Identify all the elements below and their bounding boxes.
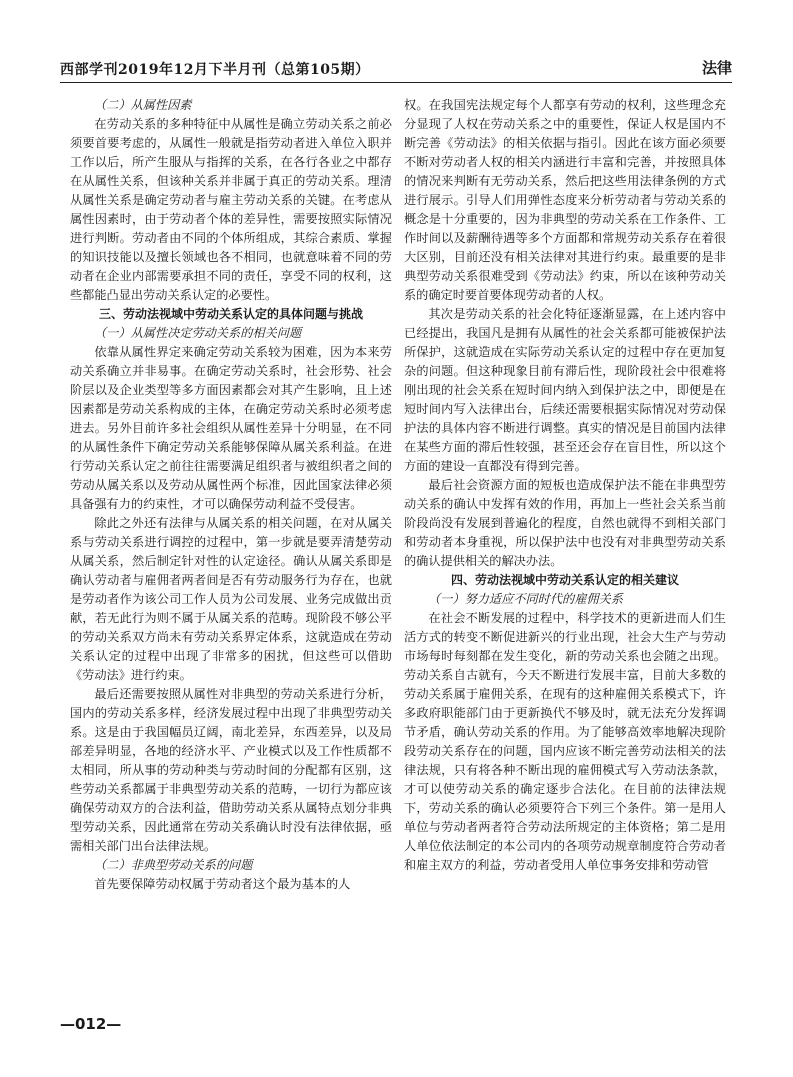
section-heading: 三、劳动法视域中劳动关系认定的具体问题与挑战 — [98, 307, 363, 321]
journal-title: 西部学刊2019年12月下半月刊（总第105期） — [60, 62, 370, 78]
page-header — [60, 57, 732, 79]
paragraph: 权。在我国宪法规定每个人都享有劳动的权利，这些理念充分显现了人权在劳动关系之中的重要性，保证人权是国内不断完善《劳动法》的相关依据与指引。因此在该方面必须要不断对劳动者人权的相关内涵进行丰富和完善，并按照具体的情况来判断有无劳动关系，然后把这些用法律条例的方式进行展示。引导人们用弹性态度来分析劳动者与劳动关系的概念是十分重要的，因为非典型的劳动关系在工作条件、工作时间以及薪酬待遇等多个方面都和常规劳动关系存在着很大区别，目前还没有相关法律对其进行约束。最重要的是非典型劳动关系很难受到《劳动法》约束，所以在该种劳动关系的确定时要首要体现劳动者的人权。 — [404, 98, 726, 302]
paragraph: 在社会不断发展的过程中，科学技术的更新进而人们生活方式的转变不断促进新兴的行业出现，社会大生产与劳动市场每时每刻都在发生变化，新的劳动关系也会随之出现。劳动关系自古就有，今天不断进行发展丰富，目前大多数的劳动关系属于雇佣关系，在现有的这种雇佣关系模式下，许多政府职能部门由于更新换代不够及时，就无法充分发挥调节矛盾，确认劳动关系的作用。为了能够高效率地解决现阶段劳动关系存在的问题，国内应该不断完善劳动法相关的法律法规，只有将各种不断出现的雇佣模式写入劳动法条款，才可以使劳动关系的确定逐步合法化。在目前的法律法规下，劳动关系的确认必须要符合下列三个条件。第一是用人单位与劳动者两者符合劳动法所规定的主体资格；第二是用人单位依法制定的本公司内的各项劳动规章制度符合劳动者和雇主双方的利益，劳动者受用人单位事务安排和劳动管 — [404, 611, 726, 872]
right-column — [404, 96, 726, 875]
page-number: —012— — [60, 1015, 122, 1033]
paragraph: 依靠从属性界定来确定劳动关系较为困难，因为本来劳动关系确立并非易事。在确定劳动关系时，社会形势、社会阶层以及企业类型等多方面因素都会对其产生影响，且上述因素都是劳动关系构成的主体，在确定劳动关系时必须考虑进去。另外目前许多社会组织从属性差异十分明显，在不同的从属性条件下确定劳动关系能够保障从属关系利益。在进行劳动关系认定之前往往需要满足组织者与被组织者之间的劳动从属关系以及劳动从属性两个标准，因此国家法律必须具备强有力的约束性，才可以确保劳动利益不受侵害。 — [70, 345, 392, 511]
left-column — [70, 96, 392, 894]
paragraph: 在劳动关系的多种特征中从属性是确立劳动关系之前必须要首要考虑的，从属性一般就是指劳动者进入单位入职并工作以后，所产生服从与指挥的关系，在各行各业之中都存在从属性关系，但该种关系并非属于真正的劳动关系。理清从属性关系是确定劳动者与雇主劳动关系的关键。在考虑从属性因素时，由于劳动者个体的差异性，需要按照实际情况进行判断。劳动者由不同的个体所组成，其综合素质、掌握的知识技能以及擅长领域也各不相同，也就意味着不同的劳动者在企业内部需要承担不同的责任，享受不同的权利，这些都能凸显出劳动关系认定的必要性。 — [70, 117, 392, 302]
section-heading: 四、劳动法视域中劳动关系认定的相关建议 — [450, 573, 679, 587]
paragraph: 最后还需要按照从属性对非典型的劳动关系进行分析，国内的劳动关系多样，经济发展过程中出现了非典型劳动关系。这是由于我国幅员辽阔，南北差异，东西差异，以及局部差异明显，各地的经济水平、产业模式以及工作性质都不太相同，所从事的劳动种类与劳动时间的分配都有区别，这些劳动关系都属于非典型劳动关系的范畴，一切行为都应该确保劳动双方的合法利益，借助劳动关系从属特点划分非典型劳动关系，因此通常在劳动关系确认时没有法律依据，亟需相关部门出台法律法规。 — [70, 687, 392, 853]
section-name: 法律 — [701, 59, 732, 77]
subsection-heading: （二）非典型劳动关系的问题 — [94, 858, 253, 872]
subsection-heading: （一）努力适应不同时代的雇佣关系 — [428, 592, 623, 606]
header-rule — [60, 82, 732, 83]
subsection-heading: （一）从属性决定劳动关系的相关问题 — [94, 326, 302, 340]
paragraph: 最后社会资源方面的短板也造成保护法不能在非典型劳动关系的确认中发挥有效的作用，再加上一些社会关系当前阶段尚没有发展到普遍化的程度，自然也就得不到相关部门和劳动者本身重视，所以保护法中也没有对非典型劳动关系的确认提供相关的解决办法。 — [404, 478, 726, 568]
paragraph: 除此之外还有法律与从属关系的相关问题，在对从属关系与劳动关系进行调控的过程中，第一步就是要弄清楚劳动从属关系，然后制定针对性的认定途径。确认从属关系即是确认劳动者与雇佣者两者间是否有劳动服务行为存在，也就是劳动者作为该公司工作人员为公司发展、业务完成做出贡献，若无此行为则不属于从属关系的范畴。现阶段不够公平的劳动关系双方尚未有劳动关系界定体系，这就造成在劳动关系认定的过程中出现了非常多的困扰，但这些可以借助《劳动法》进行约束。 — [70, 516, 392, 682]
subsection-heading: （二）从属性因素 — [94, 98, 192, 112]
paragraph: 首先要保障劳动权属于劳动者这个最为基本的人 — [94, 877, 351, 891]
paragraph: 其次是劳动关系的社会化特征逐渐显露，在上述内容中已经提出，我国凡是拥有从属性的社会关系都可能被保护法所保护，这就造成在实际劳动关系认定的过程中存在更加复杂的问题。但这种现象目前有滞后性，现阶段社会中很难将刚出现的社会关系在短时间内纳入到保护法之中，即便是在短时间内写入法律出台，后续还需要根据实际情况对劳动保护法的具体内容不断进行调整。真实的情况是目前国内法律在某些方面的滞后性较强，甚至还会存在盲目性，所以这个方面的建设一直都没有得到完善。 — [404, 307, 726, 473]
